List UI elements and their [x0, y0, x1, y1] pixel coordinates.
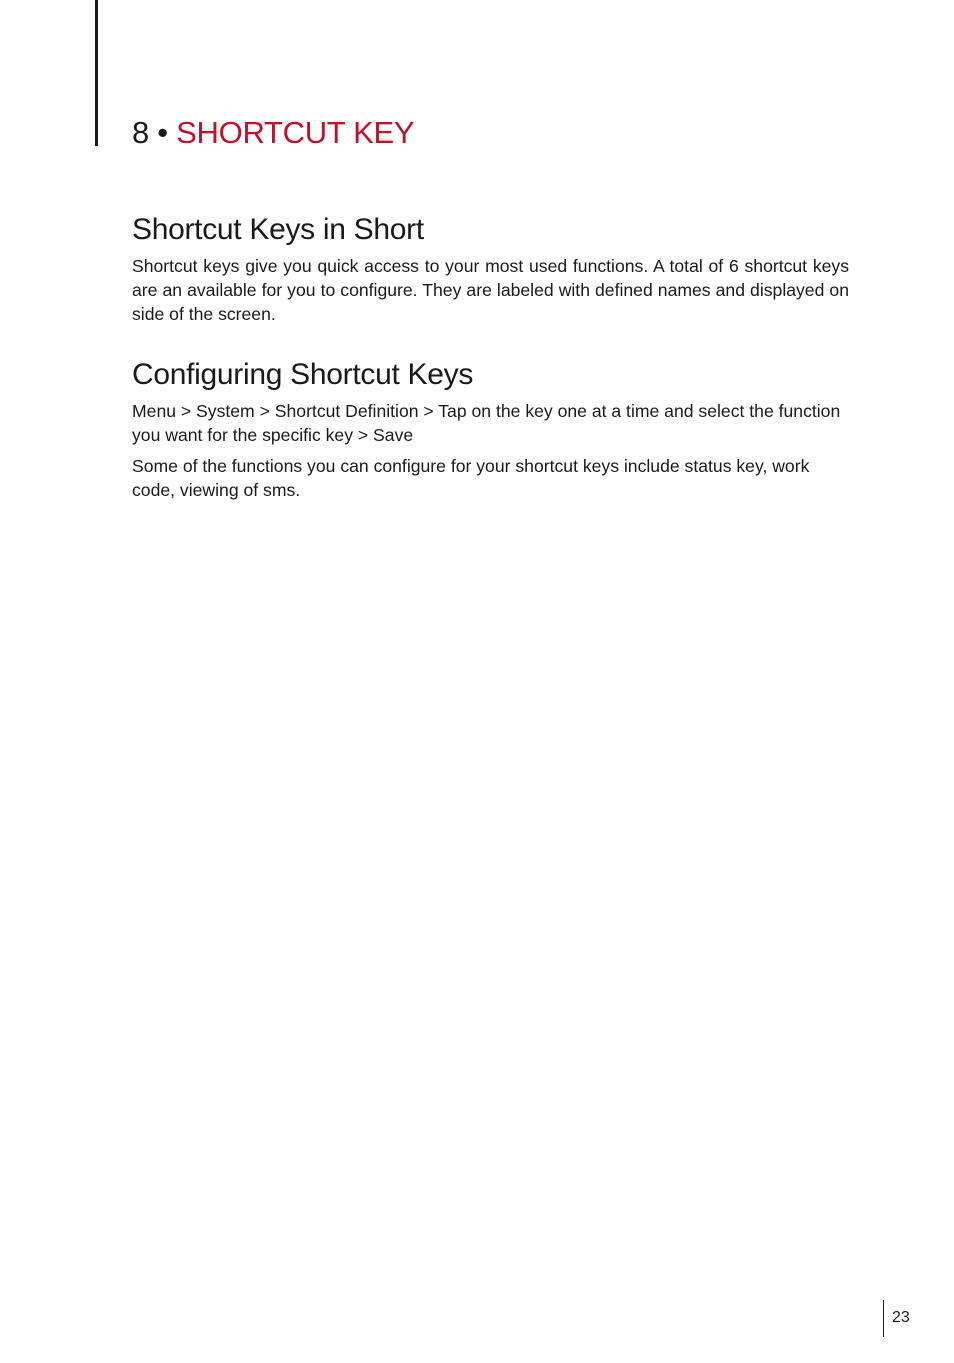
section-paragraph: Shortcut keys give you quick access to your most used functions. A total of 6 shortcut keys are an available for you to configure. They are labeled with defined names and displayed on side of the screen.	[132, 256, 849, 324]
section-paragraph: Menu > System > Shortcut Definition > Tap on the key one at a time and select the function you want for the specific key > Save	[132, 401, 841, 445]
margin-rule	[95, 0, 98, 146]
section-configuring-shortcut-keys	[132, 356, 849, 502]
chapter-name: SHORTCUT KEY	[176, 115, 415, 150]
page-number: 23	[892, 1309, 910, 1326]
section-heading: Shortcut Keys in Short	[132, 213, 424, 246]
chapter-title	[132, 113, 414, 153]
chapter-bullet: •	[157, 115, 168, 150]
section-heading: Configuring Shortcut Keys	[132, 358, 474, 391]
chapter-number: 8	[132, 115, 149, 150]
section-shortcut-keys-in-short	[132, 211, 849, 326]
section-paragraph: Some of the functions you can configure for your shortcut keys include status key, work code, viewing of sms.	[132, 456, 810, 500]
footer-rule	[883, 1300, 884, 1337]
